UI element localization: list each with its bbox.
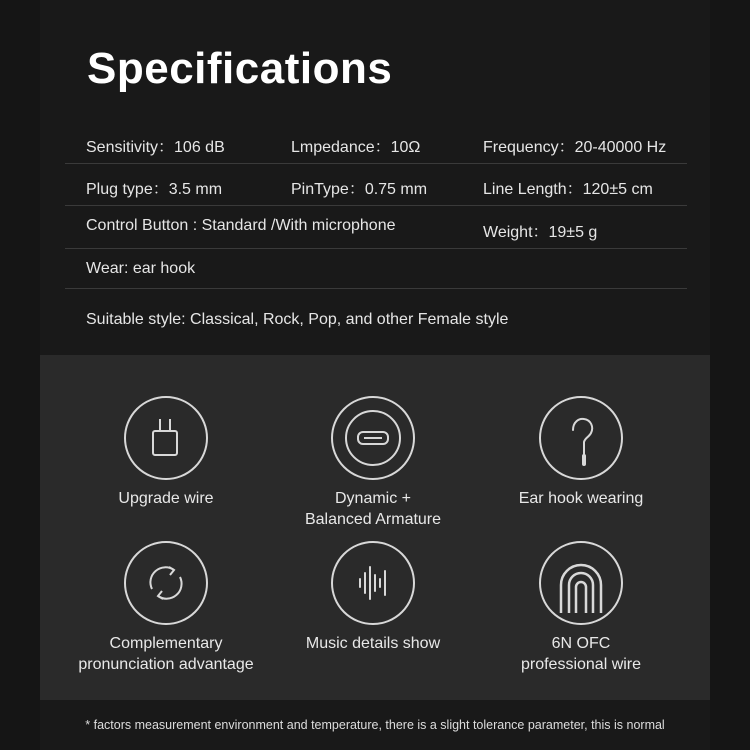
cycle-arrows-icon [124,541,208,625]
arch-icon [539,541,623,625]
feature-complementary [56,541,276,675]
feature-label: Ear hook wearing [518,490,644,507]
spec-wear: Wear: ear hook [86,260,196,277]
spec-control-button: Control Button : Standard /With microphone [86,217,396,234]
sound-wave-icon [331,541,415,625]
feature-ear-hook [471,396,691,509]
plug-icon [124,396,208,480]
feature-label: Music details show [305,635,441,652]
feature-label: 6N OFC professional wire [520,635,642,673]
spec-line-length: Line Length：120±5 cm [483,181,653,198]
feature-upgrade-wire [56,396,276,509]
feature-ofc-wire [471,541,691,675]
feature-music-details [263,541,483,654]
spec-plug-type: Plug type：3.5 mm [86,181,223,198]
spec-pin-type: PinType：0.75 mm [291,181,428,198]
spec-weight: Weight：19±5 g [483,224,598,241]
feature-label: Upgrade wire [118,490,214,507]
spec-frequency: Frequency：20-40000 Hz [483,139,667,156]
feature-label: Complementary pronunciation advantage [78,635,254,673]
driver-icon [331,396,415,480]
feature-label: Dynamic + Balanced Armature [304,490,442,528]
footnote: * factors measurement environment and temperature, there is a slight tolerance parameter, this is normal [85,718,665,732]
spec-suitable-style: Suitable style: Classical, Rock, Pop, and other Female style [86,311,509,328]
feature-dynamic-balanced [263,396,483,530]
spec-impedance: Lmpedance：10Ω [291,139,421,156]
ear-hook-icon [539,396,623,480]
spec-sensitivity: Sensitivity：106 dB [86,139,225,156]
page-title: Specifications [87,44,393,93]
